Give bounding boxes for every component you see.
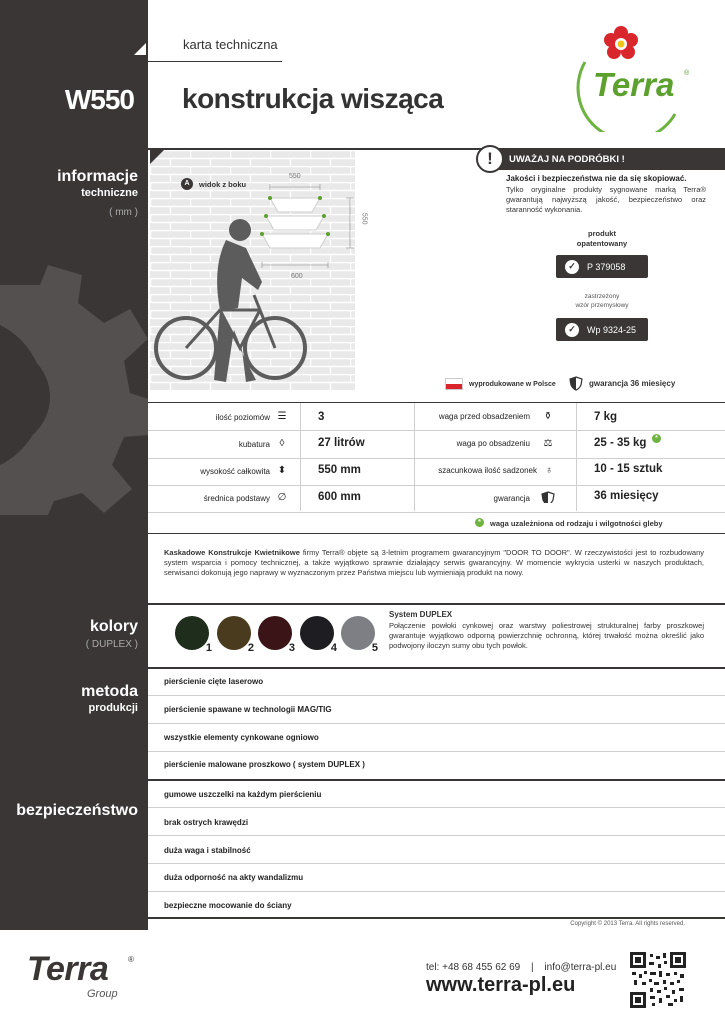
description-lead: Kaskadowe Konstrukcje Kwietnikowe	[164, 548, 300, 557]
spec-label: średnica podstawy	[203, 494, 270, 503]
dim-height: 550	[360, 212, 368, 225]
page-title: konstrukcja wisząca	[182, 83, 444, 114]
design-number: Wp 9324-25	[587, 324, 637, 335]
swatch-number: 1	[205, 642, 212, 654]
row-rule	[148, 891, 725, 892]
table-top-rule	[148, 402, 725, 403]
spec-value: 25 - 35 kg	[594, 437, 647, 449]
levels-icon: ☰	[277, 411, 287, 422]
swatch-number: 4	[330, 642, 337, 654]
duplex-text: Połączenie powłoki cynkowej oraz warstwy poliestrowej strukturalnej farby proszkowej gwarantuje wyjątkowo odporną powierzchnię ochronną, której trwałość można określić jako podwojony iloczyn sumy obu tych powłok.	[389, 621, 704, 651]
corner-triangle	[134, 43, 146, 55]
email-link[interactable]: info@terra-pl.eu	[544, 962, 617, 973]
duplex-title: System DUPLEX	[389, 610, 453, 619]
patent-number: P 379058	[587, 261, 626, 272]
dim-top: 550	[289, 173, 301, 180]
warning-text: Tylko oryginalne produkty sygnowane marką Terra® gwarantują najwyższą jakość, bezpieczeństwo oraz staranność wykonania.	[506, 185, 706, 215]
colors-subtitle: ( DUPLEX )	[85, 639, 138, 650]
spec-value: 550 mm	[318, 464, 361, 476]
model-number: W550	[64, 84, 134, 115]
shield-icon	[569, 376, 583, 391]
swatch-number: 2	[247, 642, 254, 654]
safety-item: gumowe uszczelki na każdym pierścieniu	[164, 790, 322, 799]
flower-icon	[604, 26, 638, 59]
table-rule	[148, 512, 725, 513]
info-unit: ( mm )	[109, 207, 138, 218]
method-item: pierścienie cięte laserowo	[164, 677, 264, 686]
spec-label: kubatura	[238, 440, 270, 449]
section-divider	[0, 603, 725, 605]
info-subtitle: techniczne	[81, 187, 138, 199]
row-rule	[148, 807, 725, 808]
dim-bottom: 600	[291, 273, 303, 280]
design-label-1: zastrzeżony	[584, 293, 620, 300]
info-title: informacje	[57, 168, 138, 185]
shield-icon	[541, 491, 555, 503]
design-label-2: wzór przemysłowy	[575, 302, 629, 309]
warning-icon: !	[476, 145, 504, 173]
gear-icon	[0, 265, 148, 515]
note-marker-icon: *	[475, 518, 484, 527]
note-marker-icon: *	[652, 434, 661, 443]
table-rule	[148, 485, 725, 486]
spec-value: 7 kg	[594, 411, 618, 423]
registered-mark: ®	[128, 955, 134, 964]
footer-logo: Terra	[27, 950, 109, 988]
swatch-number: 5	[371, 642, 378, 654]
check-icon: ✓	[565, 260, 579, 274]
color-swatch-2[interactable]	[217, 616, 254, 654]
spec-label: szacunkowa ilość sadzonek	[438, 466, 537, 475]
method-title: metoda	[81, 683, 138, 700]
contact-line	[426, 962, 616, 973]
table-rule	[148, 458, 725, 459]
patent-badge	[556, 255, 648, 278]
safety-item: bezpieczne mocowanie do ściany	[164, 901, 292, 910]
footer-logo-sub: Group	[87, 988, 118, 1000]
diameter-icon: ∅	[277, 492, 287, 503]
spec-value: 600 mm	[318, 491, 361, 503]
row-rule	[148, 835, 725, 836]
row-rule	[148, 751, 725, 752]
colors-title: kolory	[89, 618, 138, 635]
seedling-icon: ♁	[545, 465, 553, 476]
view-badge: A	[181, 178, 193, 190]
terra-logo: Terra ®	[565, 22, 695, 132]
safety-item: duża waga i stabilność	[164, 846, 251, 855]
section-divider	[0, 779, 725, 781]
design-badge	[556, 318, 648, 341]
method-item: pierścienie spawane w technologii MAG/TIG	[164, 705, 332, 714]
spec-value: 10 - 15 sztuk	[594, 463, 663, 475]
check-icon: ✓	[565, 323, 579, 337]
warranty-label: gwarancja 36 miesięcy	[589, 379, 676, 388]
scale-icon: ⚖	[543, 438, 553, 449]
page-subtitle: karta techniczna	[183, 37, 278, 52]
safety-item: brak ostrych krawędzi	[164, 818, 249, 827]
copyright: Copyright © 2013 Terra. All rights reserved.	[570, 921, 685, 927]
spec-value: 27 litrów	[318, 437, 365, 449]
color-swatch-3[interactable]	[258, 616, 295, 654]
safety-title: bezpieczeństwo	[16, 802, 138, 819]
warning-title: UWAŻAJ NA PODRÓBKI !	[509, 154, 625, 165]
row-rule	[148, 723, 725, 724]
row-rule	[148, 695, 725, 696]
logo-text: Terra	[593, 66, 675, 103]
separator: |	[531, 962, 534, 973]
website-link[interactable]: www.terra-pl.eu	[426, 974, 576, 996]
poland-flag-icon	[445, 378, 463, 390]
warning-lead: Jakości i bezpieczeństwa nie da się skopiować.	[506, 174, 687, 183]
patent-label-1: produkt	[588, 229, 616, 238]
description	[164, 548, 704, 578]
section-divider	[0, 667, 725, 669]
table-bottom-rule	[148, 533, 725, 534]
spec-value: 3	[318, 411, 325, 423]
height-icon: ⬍	[277, 465, 287, 476]
spec-label: waga przed obsadzeniem	[438, 412, 530, 421]
row-rule	[148, 863, 725, 864]
spec-label: gwarancja	[493, 494, 530, 503]
swatch-number: 3	[288, 642, 295, 654]
made-in-label: wyprodukowane w Polsce	[469, 381, 556, 388]
header-rule	[0, 61, 282, 62]
method-item: wszystkie elementy cynkowane ogniowo	[164, 733, 319, 742]
section-divider	[0, 917, 725, 919]
drop-icon: ◊	[279, 438, 285, 449]
spec-label: ilość poziomów	[215, 413, 270, 422]
method-item: pierścienie malowane proszkowo ( system DUPLEX )	[164, 760, 365, 769]
table-rule	[148, 430, 725, 431]
description-text: firmy Terra® objęte są 3-letnim programem gwarancyjnym "DOOR TO DOOR". W rzeczywistości jest to rozbudowany system wsparcia i pomocy technicznej, a także wyjątkowo sprawnie działający serwis gwarancyjny. W momencie wykrycia usterki w naszych produktach, serwisanci dokonują jego naprawy w wyznaczonym przez Państwa miejscu lub wymieniają produkt na nowy.	[164, 548, 704, 578]
spec-label: wysokość całkowita	[200, 467, 270, 476]
spec-value: 36 miesięcy	[594, 490, 659, 502]
patent-label-2: opatentowany	[576, 239, 628, 248]
view-label: widok z boku	[199, 180, 247, 189]
qr-code-icon	[630, 952, 686, 1008]
spec-label: waga po obsadzeniu	[456, 439, 530, 448]
weight-bag-icon: ⚱	[543, 411, 553, 422]
method-subtitle: produkcji	[88, 702, 138, 714]
color-swatch-5[interactable]	[341, 616, 378, 654]
color-swatch-4[interactable]	[300, 616, 337, 654]
spec-note: waga uzależniona od rodzaju i wilgotności gleby	[490, 519, 663, 528]
phone: tel: +48 68 455 62 69	[426, 962, 521, 973]
safety-item: duża odporność na akty wandalizmu	[164, 873, 304, 882]
table-col-rule	[300, 403, 301, 511]
table-col-rule	[576, 403, 577, 511]
color-swatch-1[interactable]	[175, 616, 212, 654]
